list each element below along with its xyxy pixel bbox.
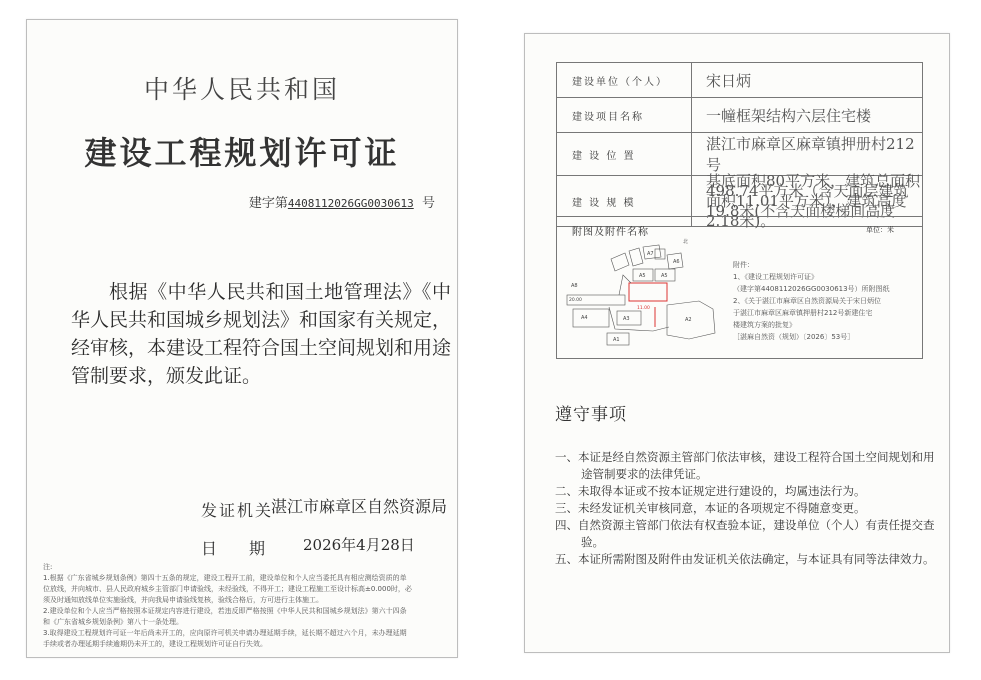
map-label: 20.00	[569, 298, 582, 303]
date-label: 日 期	[201, 539, 266, 558]
permit-number-line	[249, 192, 435, 211]
table-row	[557, 133, 923, 176]
rule-item: 三、未经发证机关审核同意，本证的各项规定不得随意变更。	[555, 501, 866, 515]
table-row	[557, 98, 923, 133]
row-label: 建 设 规 模	[557, 176, 692, 227]
country-name: 中华人民共和国	[143, 75, 340, 104]
attachment-line: ［湛麻自然资（规划）〔2026〕53号］	[733, 333, 855, 341]
rule-item: 四、自然资源主管部门依法有权查验本证，建设单位（个人）有责任提交查验。	[555, 518, 935, 549]
note-line: 3.取得建设工程规划许可证一年后尚未开工的，应向原许可机关申请办理延期手续，延长期不超过六个月，未办理延期	[43, 629, 407, 637]
attachment-line: 2、《关于湛江市麻章区自然资源局关于宋日炳位	[733, 297, 881, 305]
map-label: 11.00	[637, 306, 650, 311]
site-plan-map	[559, 235, 731, 355]
note-line: 和《广东省城乡规划条例》第八十一条处理。	[43, 618, 183, 626]
permit-cover-page	[26, 19, 458, 658]
note-line: 注:	[43, 563, 53, 571]
attachment-line: （建字第440811202​6GG0030613号）所附图纸	[733, 285, 890, 293]
observe-items-title: 遵守事项	[555, 405, 627, 425]
issuer-name: 湛江市麻章区自然资源局	[271, 497, 448, 516]
note-line: 位放线，并向城市、县人民政府城乡主管部门申请验线，未经验线，不得开工；建设工程施工至设计标高±0.000时，必	[43, 585, 412, 593]
row-label: 建设项目名称	[557, 98, 692, 133]
permit-details-page	[524, 33, 950, 653]
attachment-line: 1、《建设工程规划许可证》	[733, 273, 818, 281]
rule-item: 五、本证所需附图及附件由发证机关依法确定，与本证具有同等法律效力。	[555, 552, 935, 566]
unit-label: 单位：米	[866, 226, 894, 234]
note-line: 1.根据《广东省城乡规划条例》第四十五条的规定，建设工程开工前，建设单位和个人应当委托具有相应测绘资质的单	[43, 574, 407, 582]
attachment-line: 楼建筑方案的批复》	[733, 321, 796, 329]
drawing-label: 附图及附件名称	[572, 227, 649, 238]
map-label: A2	[685, 317, 692, 323]
attachment-line: 附件：	[733, 261, 754, 269]
row-value: 湛江市麻章区麻章镇押册村212号	[692, 133, 923, 176]
red-line-site-boundary	[629, 283, 667, 301]
note-line: 手续或者办理延期手续逾期仍未开工的，建设工程规划许可证自行失效。	[43, 640, 267, 648]
rules-list	[555, 449, 935, 568]
issuer-label: 发证机关	[201, 501, 274, 520]
map-label: 北	[683, 239, 689, 245]
table-row	[557, 63, 923, 98]
row-value: 基底面积80平方米，建筑总面积498.74平方米（含天面层建筑面积11.01平方米），建筑高度19.8米(不含天面楼梯间高度2.18米)。	[692, 176, 923, 227]
permit-prefix: 建字第	[248, 196, 288, 211]
map-label: A3	[623, 316, 630, 322]
permit-body-text: 根据《中华人民共和国土地管理法》《中华人民共和国城乡规划法》和国家有关规定，经审核，本建设工程符合国土空间规划和用途管制要求，颁发此证。	[71, 281, 452, 387]
row-label: 建设单位（个人）	[557, 63, 692, 98]
map-label: A4	[581, 315, 588, 321]
map-building	[611, 253, 629, 271]
attached-drawing-box	[556, 216, 923, 359]
permit-suffix: 号	[421, 196, 435, 211]
note-line: 2.建设单位和个人应当严格按照本证规定内容进行建设，若违反即严格按照《中华人民共和国城乡规划法》第六十四条	[43, 607, 407, 615]
row-label: 建 设 位 置	[557, 133, 692, 176]
notes	[43, 562, 443, 650]
permit-title: 建设工程规划许可证	[84, 134, 400, 172]
permit-number: 440811202​6GG0030613	[287, 197, 414, 210]
issue-date: 2026年4月28日	[303, 536, 415, 554]
map-label: A1	[613, 337, 620, 343]
rule-item: 一、本证是经自然资源主管部门依法审核，建设工程符合国土空间规划和用途管制要求的法律凭证。	[555, 450, 935, 481]
map-building	[573, 309, 609, 327]
map-label: A5	[661, 273, 668, 279]
rule-item: 二、未取得本证或不按本证规定进行建设的，均属违法行为。	[555, 484, 866, 498]
row-value: 宋日炳	[692, 63, 923, 98]
map-building	[629, 248, 643, 266]
map-label: A8	[571, 283, 578, 289]
note-line: 须及时通知放线单位实施验线，并向我局申请验线复核，验线合格后，方可进行主体施工。	[43, 596, 323, 604]
map-label: A5	[639, 273, 646, 279]
attachments-list	[733, 259, 918, 343]
map-label: A6	[673, 259, 680, 265]
map-label: A7	[647, 251, 654, 257]
attachment-line: 于湛江市麻章区麻章镇押册村212号新建住宅	[733, 309, 873, 317]
row-value: 一幢框架结构六层住宅楼	[692, 98, 923, 133]
